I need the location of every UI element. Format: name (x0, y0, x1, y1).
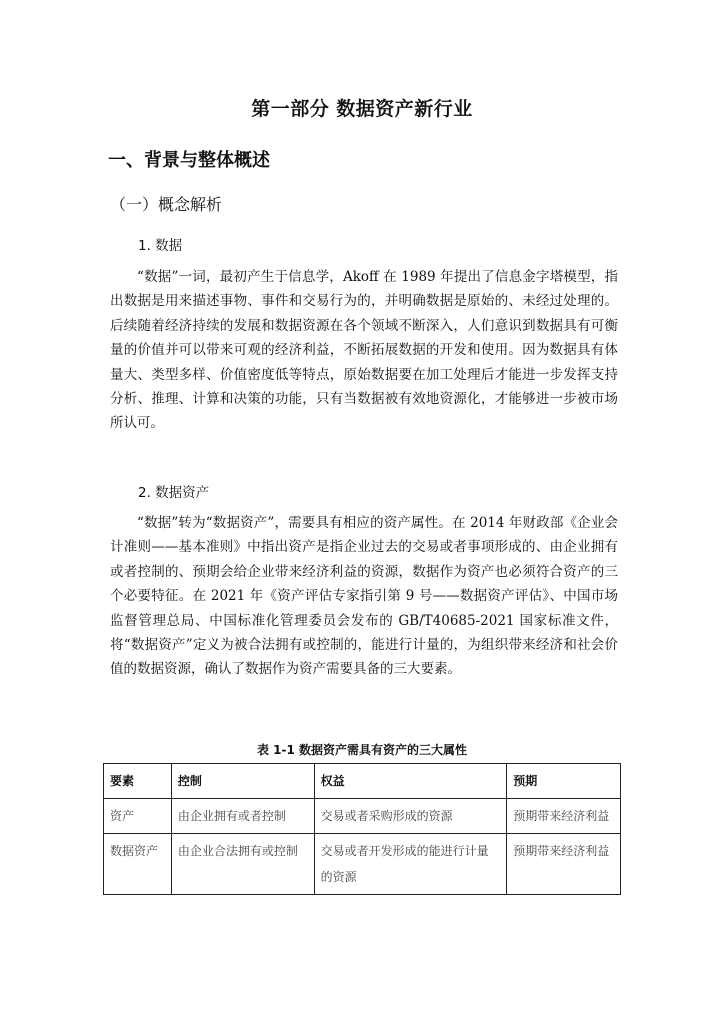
item2-paragraph: “数据”转为“数据资产”，需要具有相应的资产属性。在 2014 年财政部《企业会计准则——基本准则》中指出资产是指企业过去的交易或者事项形成的、由企业拥有或者控制的、预期会给企业带来经济利益的资源，数据作为资产也必须符合资产的三个必要特征。在 2021 年《资产评估专家指引第 9 号——数据资产评估》、中国市场监督管理总局、中国标准化管理委员会发布的 GB/T40685-2021 国家标准文件，将“数据资产”定义为被合法拥有或控制的，能进行计量的，为组织带来经济和社会价值的数据资源，确认了数据作为资产需要具备的三大要素。 (110, 515, 618, 678)
header-element: 要素 (104, 764, 172, 799)
section-heading: 一、背景与整体概述 (108, 150, 270, 171)
item1-heading: 1. 数据 (138, 238, 183, 254)
item2-heading: 2. 数据资产 (138, 485, 210, 501)
table-row (104, 799, 621, 834)
table-cell: 交易或者开发形成的能进行计量的资源 (314, 834, 507, 895)
table-row (104, 834, 621, 895)
table-header-row (104, 764, 621, 799)
header-expectation: 预期 (507, 764, 621, 799)
table-cell: 数据资产 (104, 834, 172, 895)
header-control: 控制 (171, 764, 314, 799)
table-cell: 预期带来经济利益 (507, 834, 621, 895)
part-title: 第一部分 数据资产新行业 (251, 98, 473, 120)
table-cell: 资产 (104, 799, 172, 834)
table-cell: 交易或者采购形成的资源 (314, 799, 507, 834)
table-cell: 由企业合法拥有或控制 (171, 834, 314, 895)
table-caption: 表 1-1 数据资产需具有资产的三大属性 (256, 743, 468, 757)
table-cell: 预期带来经济利益 (507, 799, 621, 834)
header-rights: 权益 (314, 764, 507, 799)
subsection-heading: （一）概念解析 (110, 195, 223, 214)
table-cell: 由企业拥有或者控制 (171, 799, 314, 834)
asset-properties-table (103, 763, 621, 895)
item1-paragraph: “数据”一词，最初产生于信息学，Akoff 在 1989 年提出了信息金字塔模型，指出数据是用来描述事物、事件和交易行为的，并明确数据是原始的、未经过处理的。后续随着经济持续的发展和数据资源在各个领域不断深入，人们意识到数据具有可衡量的价值并可以带来可观的经济利益，不断拓展数据的开发和使用。因为数据具有体量大、类型多样、价值密度低等特点，原始数据要在加工处理后才能进一步发挥支持分析、推理、计算和决策的功能，只有当数据被有效地资源化，才能够进一步被市场所认可。 (110, 269, 618, 432)
